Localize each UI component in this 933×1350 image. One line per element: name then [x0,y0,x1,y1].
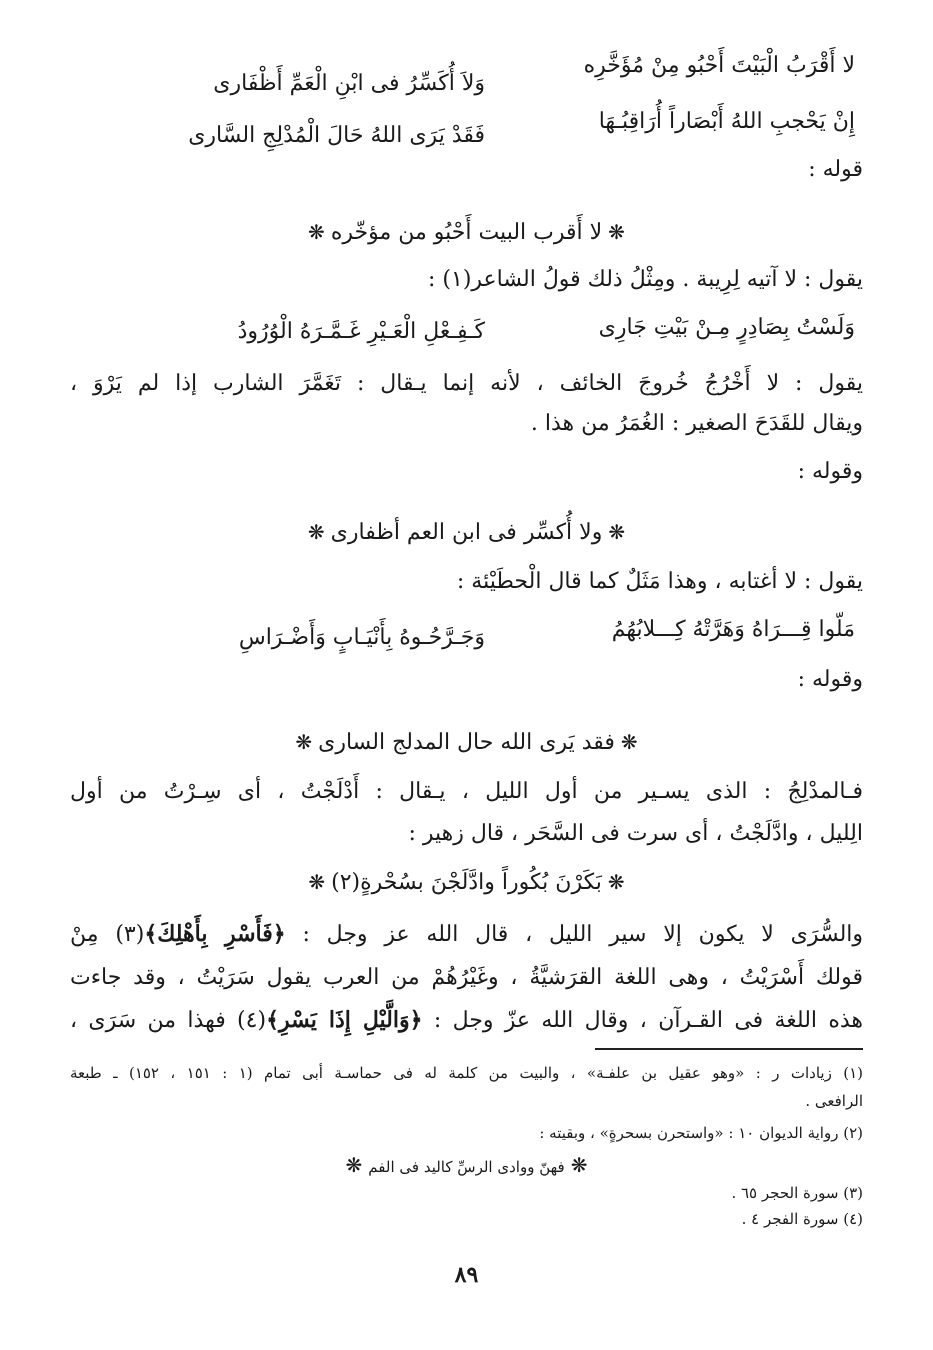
paragraph-3-line-1: يقول : لا أغتابه ، وهذا مَثَلٌ كما قال الْحطَيْئة : [456,569,863,594]
paragraph-2-line-2: ويقال للقَدَحَ الصغير : الغُمَرُ من هذا . [530,411,863,436]
star-ornament-icon: ❋ [607,870,625,894]
verse-1-second-hemistich: وَلاَ أُكَسِّرُ فى ابْنِ الْعَمِّ أَظْفَارى [213,71,485,96]
section-heading-4 [0,866,933,899]
section-heading-2-text: ولا أُكسِّر فى ابن العم أظفارى [330,520,603,545]
paragraph-2-line-1: يقول : لا أَخْرُجُ خُروجَ الخائف ، لأنه إنما يـقال : تَغَمَّرَ الشارب إذا لم يَرْوَ ، [70,371,863,396]
star-ornament-icon: ❋ [608,220,625,244]
verse-3-first-hemistich: وَلَسْتُ بِصَادِرٍ مِـنْ بَيْتِ جَارِى [598,315,855,340]
star-ornament-icon: ❋ [295,730,313,754]
star-ornament-icon: ❋ [307,520,325,544]
star-ornament-icon: ❋ [570,1153,588,1177]
qawluhu-label-2: وقوله : [797,459,863,484]
paragraph-1-line-1: يقول : لا آتيه لِرِيبة . ومِثْلُ ذلك قولُ الشاعر(١) : [428,267,863,292]
star-ornament-icon: ❋ [308,220,325,244]
footnote-1-line-2: الرافعى . [805,1092,863,1110]
paragraph-5-line-3-tail: (٤) فهذا من سَرَى ، [70,1008,267,1033]
verse-1-first-hemistich: لا أَقْرَبُ الْبَيْتَ أَحْبُو مِنْ مُؤَخَّرِه [583,53,855,78]
qawluhu-label-3: وقوله : [797,667,863,692]
section-heading-2 [0,516,933,549]
section-heading-1 [0,216,933,249]
quran-quote-1: ﴿فَأَسْرِ بِأَهْلِكَ﴾ [144,921,286,947]
verse-4-first-hemistich: مَلّوا قِـــرَاهُ وَهَرَّتْهُ كِـــلابُهُمُ [611,617,855,642]
star-ornament-icon: ❋ [620,730,638,754]
paragraph-5-line-1-tail: (٣) مِنْ [70,922,145,947]
paragraph-5-line-3-text: هذه اللغة فى القـرآن ، وقال الله عزّ وجل : [433,1008,864,1033]
page-number: ٨٩ [454,1262,479,1288]
verse-2-first-hemistich: إِنْ يَحْجبِ اللهُ أَبْصَاراً أُرَاقِبُـهَا [598,109,855,134]
paragraph-5-line-1 [70,918,863,951]
verse-2-second-hemistich: فَقَدْ يَرَى اللهُ حَالَ الْمُدْلِجِ السَّارى [188,123,485,148]
paragraph-4-line-1: فـالمدْلِجُ : الذى يسـير من أول الليل ، يـقال : أَدْلَجْتُ ، أى سِـرْتُ من أول [70,779,863,804]
star-ornament-icon: ❋ [308,870,326,894]
paragraph-5-line-3 [70,1004,863,1037]
verse-4-second-hemistich: وَجَـرَّحُـوهُ بِأَنْيَـابٍ وَأَضْـرَاسِ [238,625,485,650]
star-ornament-icon: ❋ [608,520,626,544]
section-heading-4-text: بَكَرْنَ بُكُوراً وادَّلَجْنَ بسُحْرةٍ(٢) [331,870,602,895]
footnote-1-line-1: (١) زيادات ر : «وهو عقيل بن علفـة» ، والبيت من كلمة له فى حماسـة أبى تمام (١ : ١٥١ ، ١٥٢) ـ طبعة [70,1064,863,1082]
paragraph-5-line-1-text: والسُّرَى لا يكون إلا سير الليل ، قال الله عز وجل : [302,922,864,947]
footnote-3: (٣) سورة الحجر ٦٥ . [731,1184,863,1202]
section-heading-3-text: فقد يَرى الله حال المدلج السارى [318,730,615,755]
footnote-separator [595,1048,863,1050]
qawluhu-label-1: قوله : [808,157,863,182]
section-heading-1-text: لا أَقرب البيت أَحْبُو من مؤخّره [330,220,603,245]
quran-quote-2: ﴿وَالَّيْلِ إِذَا يَسْرِ﴾ [266,1007,423,1033]
footnote-2-verse-text: فهنّ ووادى الرسِّ كاليد فى الفم [368,1158,565,1176]
paragraph-4-line-2: الِليل ، وادَّلَجْتُ ، أى سرت فى السَّحَر ، قال زهير : [408,821,863,846]
footnote-4: (٤) سورة الفجر ٤ . [741,1210,863,1228]
paragraph-5-line-2: قولك أَسْرَيْتُ ، وهى اللغة القرَشيَّةُ ، وغَيْرُهُمْ من العرب يقول سَرَيْتُ ، وقد جاءت [70,965,863,990]
star-ornament-icon: ❋ [345,1153,363,1177]
footnote-2-line-1: (٢) رواية الديوان ١٠ : «واستحرن بسحرةٍ» ، وبقيته : [539,1124,863,1142]
verse-3-second-hemistich: كَـفِـعْلِ الْعَـيْرِ غَـمَّـرَهُ الْوُرُودُ [237,319,485,344]
footnote-2-line-2 [0,1154,933,1178]
section-heading-3 [0,726,933,759]
